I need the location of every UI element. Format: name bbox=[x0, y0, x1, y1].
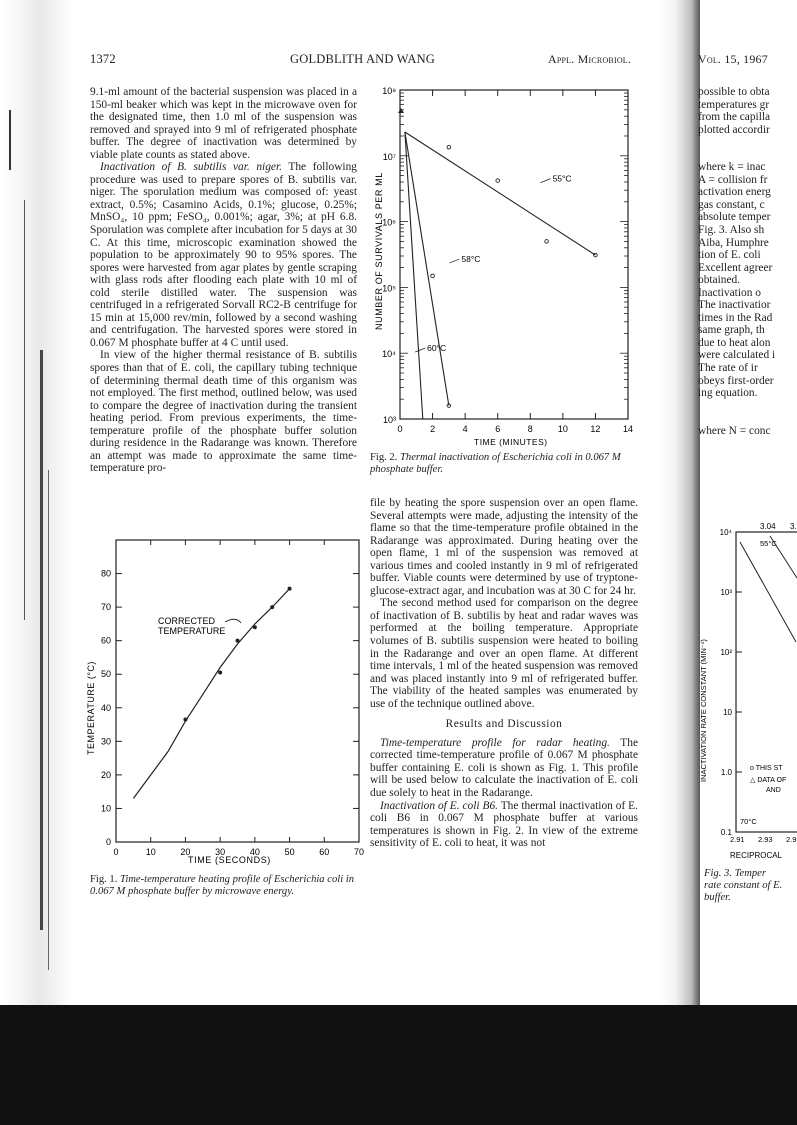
y-tick-label: 10⁵ bbox=[382, 283, 396, 294]
text-line: Inactivation o bbox=[698, 286, 761, 299]
axes bbox=[101, 540, 364, 857]
paragraph-body: The thermal inactivation of E. coli B6 in 0.067 M phosphate buffer at various temperatures is shown in Fig. 2. In view of the extreme sensitivity of E. coli to heat, it was not bbox=[370, 799, 638, 850]
text-line: ing equation. bbox=[698, 387, 758, 400]
text-line bbox=[698, 400, 775, 413]
caption-line: buffer. bbox=[704, 892, 731, 903]
y-tick-label: 10³ bbox=[382, 415, 396, 425]
paragraph bbox=[370, 737, 638, 800]
x-tick-label: 70 bbox=[353, 847, 365, 857]
text-line: were calculated i bbox=[698, 349, 776, 362]
y-axis-label: TEMPERATURE (°C) bbox=[86, 661, 96, 755]
figure-3-caption bbox=[704, 868, 782, 904]
left-column-text bbox=[90, 86, 357, 475]
x-tick-label: 40 bbox=[249, 847, 260, 857]
text-line: where N = conc bbox=[698, 424, 771, 437]
text-line: due to heat alon bbox=[698, 336, 771, 349]
paragraph-heading: Inactivation of B. subtilis var. niger. bbox=[100, 161, 282, 174]
series-labels bbox=[415, 174, 571, 353]
figure-2-chart bbox=[362, 80, 652, 478]
x-tick-label: 2 bbox=[430, 424, 436, 434]
data-point bbox=[447, 145, 451, 149]
x-tick-label: 14 bbox=[622, 424, 634, 434]
y-tick-label: 60 bbox=[100, 635, 111, 646]
x-tick-label: 2.93 bbox=[758, 835, 773, 844]
y-tick-label: 0 bbox=[105, 837, 111, 847]
paragraph bbox=[370, 800, 638, 850]
x-tick-label: 10 bbox=[557, 424, 568, 434]
data-point bbox=[218, 671, 222, 675]
y-tick-label: 10³ bbox=[720, 588, 732, 597]
data-point bbox=[270, 605, 274, 609]
figure-3-chart bbox=[684, 518, 797, 863]
figure-1-chart bbox=[78, 530, 368, 870]
series-line bbox=[405, 132, 449, 406]
text-line: times in the Rad bbox=[698, 311, 773, 324]
right-page bbox=[684, 0, 797, 1010]
y-tick-label: 10⁷ bbox=[382, 151, 396, 162]
label-leader bbox=[415, 348, 425, 352]
y-tick-label: 10⁶ bbox=[382, 217, 396, 228]
journal-name: Appl. Microbiol. bbox=[548, 52, 632, 66]
paragraph-body: The corrected time-temperature profile of 0.067 M phosphate buffer containing E. coli is shown as Fig. 1. This profile will be used below to calculate the inactivation of E. coli due solely to heat in the Radarange. bbox=[370, 736, 638, 800]
x-tick-label: 6 bbox=[495, 424, 501, 434]
scan-dark-border bbox=[0, 1005, 797, 1125]
annotation-arrow bbox=[225, 619, 241, 623]
y-tick-label: 50 bbox=[100, 669, 111, 680]
caption-label: Fig. 2. bbox=[370, 452, 398, 463]
y-tick-label: 80 bbox=[100, 568, 111, 579]
text-line: Aiba, Humphre bbox=[698, 236, 769, 249]
text-line: Fig. 3. Also sh bbox=[698, 224, 765, 237]
series-label: 70°C bbox=[740, 817, 757, 826]
caption-text: Thermal inactivation of Escherichia coli in 0.067 M phosphate buffer. bbox=[370, 452, 621, 475]
text-line: The rate of ir bbox=[698, 362, 758, 375]
y-tick-label: 30 bbox=[100, 736, 111, 747]
x-axis-label: TIME (SECONDS) bbox=[188, 855, 271, 865]
label-leader bbox=[449, 259, 459, 263]
figure-2-caption bbox=[370, 452, 640, 476]
x-tick-label: 20 bbox=[180, 847, 191, 857]
y-tick-label: 10 bbox=[100, 803, 111, 814]
paragraph: file by heating the spore suspension over an open flame. Several attempts were made, adjusting the intensity of the flame so that the time-temperature profile obtained in the Radarange was approximated. During heating over the open flame, 1 ml of the suspension was removed at various times and cooled instantly in 9 ml of refrigerated buffer. Viable counts were determined by use of tryptone-glucose-extract agar, and incubation was at 30 C for 24 hr. bbox=[370, 497, 638, 597]
x-tick-label: 0 bbox=[397, 424, 403, 434]
middle-column-text bbox=[370, 497, 638, 850]
text-line: where k = inac bbox=[698, 161, 766, 174]
legend-entry: △ DATA OF bbox=[750, 777, 787, 784]
data-point bbox=[253, 625, 257, 629]
annotation-line1: CORRECTED bbox=[158, 616, 216, 626]
text-line: Excellent agreer bbox=[698, 261, 773, 274]
data-point bbox=[288, 587, 292, 591]
series-label: 55°C bbox=[552, 173, 572, 184]
data-point bbox=[545, 240, 549, 244]
data-point bbox=[236, 639, 240, 643]
text-line: temperatures gr bbox=[698, 98, 770, 111]
top-tick-label: 3. bbox=[790, 522, 797, 531]
data-point bbox=[496, 179, 500, 183]
y-tick-label: 10² bbox=[720, 648, 732, 657]
series-label: 60°C bbox=[427, 342, 447, 353]
caption-line: rate constant of E. bbox=[704, 880, 783, 891]
data-points bbox=[398, 108, 597, 407]
series-line bbox=[740, 542, 796, 642]
text-line: The inactivatior bbox=[698, 299, 771, 312]
text-line: absolute temper bbox=[698, 211, 771, 224]
paragraph-body: The following procedure was used to prepare spores of B. subtilis var. niger. The sporulation medium was composed of: yeast extract, 0.5%; Casamino Acids, 0.1%; glucose, 0.25%; MnSO₄, 10 ppm; FeSO₄, 0.001%; agar, 3%; at pH 6.8. Sporulation was complete after incubation for 5 days at 30 C. At this time, microscopic examination showed the population to be approximately 90 to 95% spores. The spores were harvested from agar plates by gentle scraping with glass rods after flooding each plate with 10 ml of cold sterile distilled water. The suspension was centrifuged in a refrigerated Sorvall RC2-B centrifuge for 15 min at 15,000 rev/min, followed by a second washing and centrifugation. The harvested spores were stored in 0.067 M phosphate buffer at 4 C until used. bbox=[90, 161, 357, 349]
legend-entry: o THIS ST bbox=[750, 765, 783, 772]
paragraph-heading: Time-temperature profile for radar heating. bbox=[380, 736, 610, 749]
data-point bbox=[183, 718, 187, 722]
y-tick-label: 10 bbox=[723, 708, 732, 717]
text-line: from the capilla bbox=[698, 111, 771, 124]
x-tick-label: 10 bbox=[145, 847, 156, 857]
text-line: A = collision fr bbox=[698, 173, 768, 186]
figure-1-caption bbox=[90, 874, 355, 898]
series-label: 58°C bbox=[461, 254, 481, 265]
plot-frame bbox=[116, 540, 359, 842]
x-tick-label: 2.9 bbox=[786, 835, 797, 844]
series-label: 55°C bbox=[760, 539, 777, 548]
binding-mark bbox=[40, 350, 43, 930]
y-tick-label: 0.1 bbox=[720, 828, 732, 837]
y-tick-label: 40 bbox=[100, 702, 111, 713]
y-tick-label: 10⁴ bbox=[382, 349, 396, 360]
series-line bbox=[405, 132, 423, 419]
x-tick-label: 2.91 bbox=[730, 835, 745, 844]
y-axis-label: NUMBER OF SURVIVALS PER ML bbox=[374, 172, 384, 330]
right-page-header: Vol. 15, 1967 bbox=[698, 52, 768, 66]
y-tick-label: 1.0 bbox=[720, 768, 732, 777]
data-point bbox=[594, 253, 598, 257]
text-line bbox=[698, 412, 775, 425]
top-tick-label: 3.04 bbox=[760, 522, 776, 531]
y-tick-label: 10⁴ bbox=[719, 528, 732, 537]
annotation-line2: TEMPERATURE bbox=[158, 626, 226, 636]
x-tick-label: 8 bbox=[527, 424, 533, 434]
text-line bbox=[698, 136, 775, 149]
data-point bbox=[431, 274, 435, 278]
page-number: 1372 bbox=[90, 52, 116, 66]
x-axis-label: TIME (MINUTES) bbox=[474, 437, 548, 447]
data-points bbox=[183, 587, 291, 722]
text-line: same graph, th bbox=[698, 324, 765, 337]
y-axis-label: INACTIVATION RATE CONSTANT (MIN⁻¹) bbox=[699, 639, 708, 782]
text-line: plotted accordir bbox=[698, 123, 770, 136]
text-line: activation energ bbox=[698, 186, 771, 199]
paragraph bbox=[90, 161, 357, 349]
x-tick-label: 12 bbox=[590, 424, 601, 434]
running-title: GOLDBLITH AND WANG bbox=[290, 52, 436, 66]
text-line: tion of E. coli bbox=[698, 249, 761, 262]
right-page-text bbox=[698, 86, 775, 437]
text-line bbox=[698, 149, 775, 162]
y-tick-label: 70 bbox=[100, 602, 111, 613]
binding-mark bbox=[24, 200, 25, 620]
caption-label: Fig. 1. bbox=[90, 874, 118, 885]
x-tick-label: 60 bbox=[319, 847, 330, 857]
x-axis-label: RECIPROCAL bbox=[730, 851, 783, 860]
series-line bbox=[405, 132, 596, 255]
paragraph-heading: Inactivation of E. coli B6. bbox=[380, 799, 498, 812]
caption-text: Time-temperature heating profile of Escherichia coli in 0.067 M phosphate buffer by microwave energy. bbox=[90, 874, 355, 897]
axes bbox=[382, 86, 633, 434]
text-line: obeys first-order bbox=[698, 374, 774, 387]
x-tick-label: 30 bbox=[215, 847, 226, 857]
text-line: obtained. bbox=[698, 274, 741, 287]
binding-mark bbox=[48, 470, 49, 970]
paragraph: In view of the higher thermal resistance of B. subtilis spores than that of E. coli, the capillary tubing technique of determining thermal death time of this organism was not employed. The first method, outlined below, was used to compare the degree of inactivation during the transient heating period. From previous experiments, the time-temperature profile of the phosphate buffer solution during residence in the Radarange was known. Therefore an attempt was made to approximate the same time-temperature pro- bbox=[90, 349, 357, 475]
section-heading: Results and Discussion bbox=[445, 718, 563, 731]
start-marker bbox=[398, 108, 404, 113]
paragraph: 9.1-ml amount of the bacterial suspension was placed in a 150-ml beaker which was kept in the microwave oven for the designated time, then 1.0 ml of the suspension was removed and sprayed into 9 ml of refrigerated phosphate buffer. The degree of inactivation was determined by viable plate counts as stated above. bbox=[90, 86, 357, 161]
label-leader bbox=[541, 179, 551, 183]
y-tick-label: 20 bbox=[100, 769, 111, 780]
caption-line: Fig. 3. Temper bbox=[704, 868, 766, 879]
x-tick-label: 50 bbox=[284, 847, 295, 857]
y-tick-label: 10⁸ bbox=[382, 86, 396, 96]
x-tick-label: 4 bbox=[462, 424, 468, 434]
paragraph: The second method used for comparison on the degree of inactivation of B. subtilis by heat and radar waves was performed at the boiling temperature. Appropriate volumes of B. subtilis suspension were heated to boiling in the Radarange and over an open flame. At different time intervals, 1 ml of the heated suspension was removed and was placed instantly into 9 ml of refrigerated buffer. The viability of the heated samples was enumerated by use of the technique outlined above. bbox=[370, 597, 638, 710]
text-line: possible to obta bbox=[698, 86, 770, 98]
text-line: gas constant, c bbox=[698, 198, 765, 211]
x-tick-label: 0 bbox=[113, 847, 119, 857]
binding-mark bbox=[9, 110, 11, 170]
legend-entry: AND bbox=[766, 787, 781, 794]
